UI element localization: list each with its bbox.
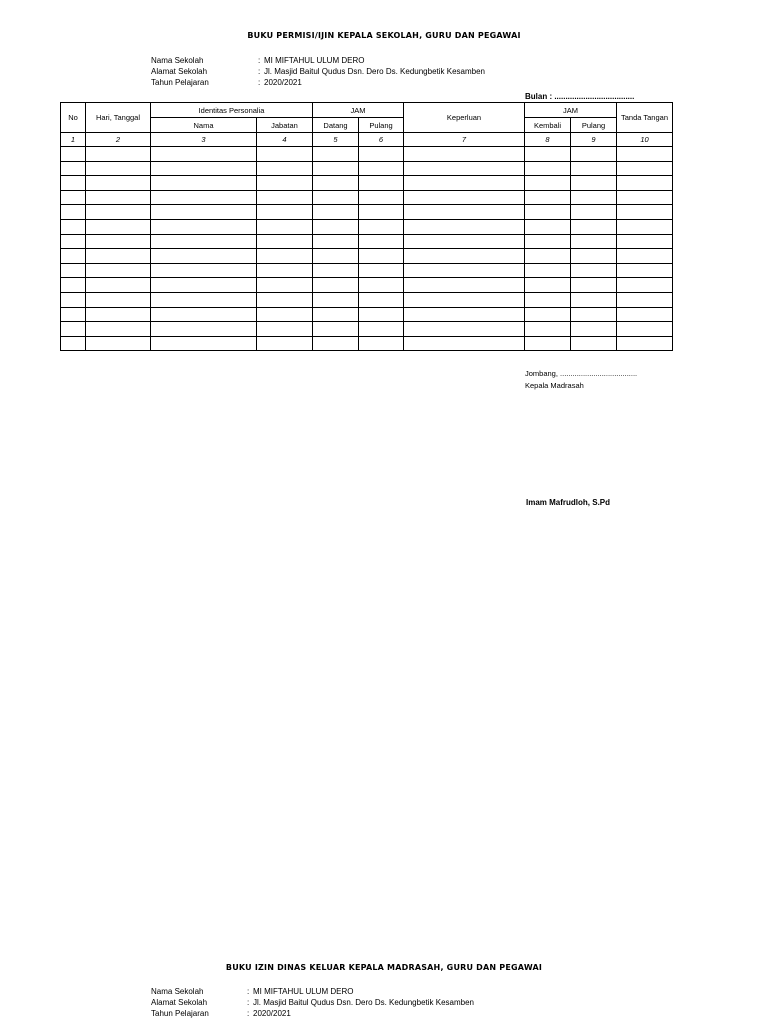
table-cell xyxy=(525,205,571,220)
table-cell xyxy=(359,307,404,322)
table-cell xyxy=(86,292,151,307)
table-cell xyxy=(61,219,86,234)
table-cell xyxy=(257,161,313,176)
table-cell xyxy=(617,336,673,351)
table-row xyxy=(61,234,673,249)
table-cell xyxy=(151,249,257,264)
info-label: Alamat Sekolah xyxy=(151,998,208,1007)
form2-school-info xyxy=(151,986,474,1019)
table-cell xyxy=(571,219,617,234)
header-jam-datang-pulang: JAM xyxy=(313,103,404,118)
table-cell xyxy=(404,336,525,351)
table-cell xyxy=(404,205,525,220)
table-row xyxy=(61,219,673,234)
header-no: No xyxy=(61,103,86,133)
table-cell xyxy=(359,234,404,249)
table-cell xyxy=(404,190,525,205)
table-cell xyxy=(257,292,313,307)
table-cell xyxy=(525,161,571,176)
table-cell xyxy=(404,307,525,322)
table-cell xyxy=(617,205,673,220)
table-cell xyxy=(151,263,257,278)
table-cell xyxy=(404,147,525,162)
table-cell xyxy=(257,205,313,220)
table-cell xyxy=(313,176,359,191)
table-cell xyxy=(86,219,151,234)
table-cell xyxy=(313,307,359,322)
table-cell xyxy=(86,263,151,278)
info-row-alamat-sekolah xyxy=(151,997,474,1008)
table-cell xyxy=(404,322,525,337)
header-jabatan: Jabatan xyxy=(257,118,313,133)
table-cell xyxy=(313,336,359,351)
table-cell xyxy=(86,161,151,176)
table-cell xyxy=(151,205,257,220)
info-row-nama-sekolah xyxy=(151,986,474,997)
info-label: Nama Sekolah xyxy=(151,56,204,65)
permission-table xyxy=(60,102,673,351)
info-row-tahun-pelajaran xyxy=(151,1008,474,1019)
table-cell xyxy=(525,190,571,205)
column-number: 8 xyxy=(525,133,571,147)
table-cell xyxy=(313,190,359,205)
table-cell xyxy=(617,278,673,293)
table-cell xyxy=(86,176,151,191)
table-cell xyxy=(359,336,404,351)
table-cell xyxy=(151,176,257,191)
table-cell xyxy=(313,263,359,278)
table-cell xyxy=(617,322,673,337)
info-separator: : xyxy=(247,1009,250,1018)
info-separator: : xyxy=(247,998,250,1007)
table-cell xyxy=(404,278,525,293)
table-cell xyxy=(525,322,571,337)
form1-school-info xyxy=(151,55,485,88)
info-value: 2020/2021 xyxy=(264,78,302,87)
table-row xyxy=(61,336,673,351)
table-cell xyxy=(525,336,571,351)
info-separator: : xyxy=(247,987,250,996)
table-cell xyxy=(86,322,151,337)
table-body xyxy=(61,147,673,351)
info-row-nama-sekolah xyxy=(151,55,485,66)
column-number-row xyxy=(61,133,673,147)
table-cell xyxy=(86,234,151,249)
table-cell xyxy=(61,190,86,205)
table-cell xyxy=(313,278,359,293)
column-number: 9 xyxy=(571,133,617,147)
table-cell xyxy=(617,234,673,249)
table-cell xyxy=(525,147,571,162)
table-row xyxy=(61,176,673,191)
table-row xyxy=(61,190,673,205)
table-cell xyxy=(617,292,673,307)
table-cell xyxy=(571,234,617,249)
table-cell xyxy=(359,219,404,234)
table-cell xyxy=(525,278,571,293)
table-cell xyxy=(313,249,359,264)
place-date: Jombang, ..................................... xyxy=(525,369,638,378)
header-pulang: Pulang xyxy=(359,118,404,133)
table-cell xyxy=(61,161,86,176)
table-cell xyxy=(404,176,525,191)
table-cell xyxy=(571,205,617,220)
table-cell xyxy=(617,263,673,278)
table-cell xyxy=(313,292,359,307)
info-value: MI MIFTAHUL ULUM DERO xyxy=(253,987,354,996)
bulan-field: Bulan : .................................... xyxy=(525,92,635,101)
table-cell xyxy=(359,161,404,176)
header-datang: Datang xyxy=(313,118,359,133)
header-hari-tanggal: Hari, Tanggal xyxy=(86,103,151,133)
table-cell xyxy=(404,249,525,264)
table-cell xyxy=(313,234,359,249)
header-pulang: Pulang xyxy=(571,118,617,133)
table-row xyxy=(61,263,673,278)
table-cell xyxy=(571,249,617,264)
position-title: Kepala Madrasah xyxy=(525,381,584,390)
info-value: MI MIFTAHUL ULUM DERO xyxy=(264,56,365,65)
table-row xyxy=(61,147,673,162)
table-cell xyxy=(359,292,404,307)
column-number: 4 xyxy=(257,133,313,147)
table-cell xyxy=(313,205,359,220)
table-cell xyxy=(404,263,525,278)
info-label: Nama Sekolah xyxy=(151,987,204,996)
table-cell xyxy=(86,190,151,205)
column-number: 6 xyxy=(359,133,404,147)
table-cell xyxy=(151,292,257,307)
table-cell xyxy=(359,322,404,337)
info-separator: : xyxy=(258,56,261,65)
table-cell xyxy=(257,147,313,162)
table-cell xyxy=(151,278,257,293)
table-row xyxy=(61,307,673,322)
table-cell xyxy=(617,147,673,162)
table-cell xyxy=(571,190,617,205)
info-separator: : xyxy=(258,67,261,76)
table-cell xyxy=(571,307,617,322)
header-tanda-tangan: Tanda Tangan xyxy=(617,103,673,133)
header-nama: Nama xyxy=(151,118,257,133)
table-cell xyxy=(571,147,617,162)
info-value: Jl. Masjid Baitul Qudus Dsn. Dero Ds. Kedungbetik Kesamben xyxy=(253,998,474,1007)
table-cell xyxy=(86,336,151,351)
table-cell xyxy=(61,205,86,220)
table-cell xyxy=(359,278,404,293)
table-cell xyxy=(525,219,571,234)
table-cell xyxy=(359,147,404,162)
table-cell xyxy=(617,307,673,322)
table-cell xyxy=(525,263,571,278)
table-cell xyxy=(617,161,673,176)
info-row-alamat-sekolah xyxy=(151,66,485,77)
table-cell xyxy=(313,161,359,176)
table-cell xyxy=(571,176,617,191)
header-kembali: Kembali xyxy=(525,118,571,133)
table-cell xyxy=(404,292,525,307)
table-cell xyxy=(617,176,673,191)
table-cell xyxy=(151,336,257,351)
table-cell xyxy=(257,234,313,249)
table-cell xyxy=(61,147,86,162)
table-cell xyxy=(525,307,571,322)
table-cell xyxy=(151,219,257,234)
table-cell xyxy=(313,219,359,234)
table-cell xyxy=(359,249,404,264)
table-cell xyxy=(525,292,571,307)
table-cell xyxy=(617,190,673,205)
table-cell xyxy=(257,176,313,191)
info-label: Tahun Pelajaran xyxy=(151,1009,209,1018)
form1-title: BUKU PERMISI/IJIN KEPALA SEKOLAH, GURU DAN PEGAWAI xyxy=(247,31,521,40)
table-cell xyxy=(404,219,525,234)
table-cell xyxy=(61,176,86,191)
table-row xyxy=(61,322,673,337)
table-cell xyxy=(151,147,257,162)
table-cell xyxy=(61,278,86,293)
table-cell xyxy=(61,307,86,322)
table-cell xyxy=(257,263,313,278)
column-number: 5 xyxy=(313,133,359,147)
table-cell xyxy=(571,336,617,351)
table-cell xyxy=(86,307,151,322)
table-cell xyxy=(257,190,313,205)
table-cell xyxy=(404,161,525,176)
table-cell xyxy=(257,336,313,351)
table-cell xyxy=(151,190,257,205)
column-number: 2 xyxy=(86,133,151,147)
header-keperluan: Keperluan xyxy=(404,103,525,133)
table-cell xyxy=(257,249,313,264)
header-jam-kembali-pulang: JAM xyxy=(525,103,617,118)
table-cell xyxy=(86,278,151,293)
table-cell xyxy=(151,234,257,249)
table-cell xyxy=(61,292,86,307)
column-number: 7 xyxy=(404,133,525,147)
table-cell xyxy=(86,249,151,264)
table-cell xyxy=(257,322,313,337)
table-cell xyxy=(313,147,359,162)
form2-title: BUKU IZIN DINAS KELUAR KEPALA MADRASAH, GURU DAN PEGAWAI xyxy=(225,963,543,972)
table-cell xyxy=(359,263,404,278)
table-cell xyxy=(257,219,313,234)
info-value: 2020/2021 xyxy=(253,1009,291,1018)
table-cell xyxy=(151,322,257,337)
table-cell xyxy=(617,219,673,234)
column-number: 10 xyxy=(617,133,673,147)
column-number: 3 xyxy=(151,133,257,147)
signer-name: Imam Mafrudloh, S.Pd xyxy=(526,498,611,507)
table-cell xyxy=(359,176,404,191)
table-cell xyxy=(61,263,86,278)
header-identitas-personalia: Identitas Personalia xyxy=(151,103,313,118)
table-row xyxy=(61,161,673,176)
table-cell xyxy=(257,307,313,322)
table-cell xyxy=(404,234,525,249)
table-cell xyxy=(359,205,404,220)
table-cell xyxy=(313,322,359,337)
table-cell xyxy=(571,161,617,176)
table-row xyxy=(61,278,673,293)
table-cell xyxy=(61,249,86,264)
table-cell xyxy=(571,322,617,337)
table-cell xyxy=(571,278,617,293)
table-row xyxy=(61,249,673,264)
table-cell xyxy=(151,307,257,322)
table-cell xyxy=(257,278,313,293)
table-cell xyxy=(525,176,571,191)
table-cell xyxy=(525,234,571,249)
table-cell xyxy=(571,263,617,278)
info-label: Alamat Sekolah xyxy=(151,67,208,76)
table-row xyxy=(61,292,673,307)
table-cell xyxy=(61,234,86,249)
info-label: Tahun Pelajaran xyxy=(151,78,209,87)
table-cell xyxy=(571,292,617,307)
table-cell xyxy=(525,249,571,264)
info-row-tahun-pelajaran xyxy=(151,77,485,88)
table-cell xyxy=(86,205,151,220)
table-cell xyxy=(151,161,257,176)
table-row xyxy=(61,205,673,220)
column-number: 1 xyxy=(61,133,86,147)
table-cell xyxy=(61,322,86,337)
table-cell xyxy=(617,249,673,264)
table-cell xyxy=(359,190,404,205)
info-separator: : xyxy=(258,78,261,87)
info-value: Jl. Masjid Baitul Qudus Dsn. Dero Ds. Kedungbetik Kesamben xyxy=(264,67,485,76)
table-cell xyxy=(61,336,86,351)
table-cell xyxy=(86,147,151,162)
